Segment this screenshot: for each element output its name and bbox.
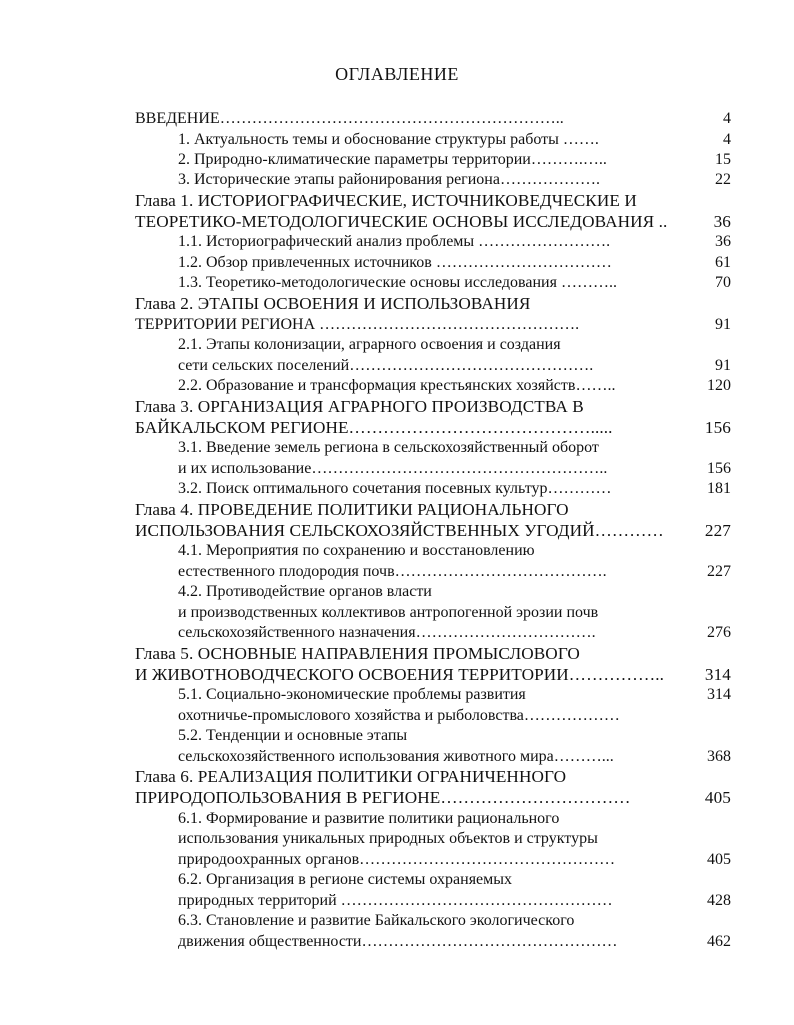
toc-line: ИСПОЛЬЗОВАНИЯ СЕЛЬСКОХОЗЯЙСТВЕННЫХ УГОДИЙ………… 227 <box>135 521 731 540</box>
toc-line: 4.2. Противодействие органов власти <box>178 583 432 600</box>
page-number: 314 <box>704 665 731 684</box>
page-number: 36 <box>715 233 731 250</box>
page-number: 156 <box>707 460 731 477</box>
toc-line: движения общественности………………………………………… 462 <box>178 933 731 950</box>
page-number: 314 <box>707 686 731 703</box>
page-number: 227 <box>704 521 731 540</box>
toc-line: Глава 2. ЭТАПЫ ОСВОЕНИЯ И ИСПОЛЬЗОВАНИЯ <box>135 294 531 313</box>
toc-line: 4.1. Мероприятия по сохранению и восстановлению <box>178 542 535 559</box>
toc-line: сети сельских поселений………………………………………. 91 <box>178 357 731 374</box>
toc-line: 3.1. Введение земель региона в сельскохозяйственный оборот <box>178 439 599 456</box>
toc-line: 2.1. Этапы колонизации, аграрного освоения и создания <box>178 336 561 353</box>
page-number: 4 <box>723 131 731 148</box>
page-number: 91 <box>715 357 731 374</box>
page-number: 91 <box>715 316 731 333</box>
page-number: 70 <box>715 274 731 291</box>
toc-line: 1.2. Обзор привлеченных источников …………………………… 61 <box>178 254 731 271</box>
toc-line: 6.3. Становление и развитие Байкальского экологического <box>178 912 575 929</box>
page-number: 181 <box>707 480 731 497</box>
toc-line: 3. Исторические этапы районирования региона………………. 22 <box>178 171 731 188</box>
page-number: 405 <box>707 851 731 868</box>
toc-line: естественного плодородия почв…………………………………. 227 <box>178 563 731 580</box>
page-number: 61 <box>715 254 731 271</box>
toc-line: 3.2. Поиск оптимального сочетания посевных культур………… 181 <box>178 480 731 497</box>
page-number: 405 <box>704 788 731 807</box>
toc-line: Глава 6. РЕАЛИЗАЦИЯ ПОЛИТИКИ ОГРАНИЧЕННОГО <box>135 767 567 786</box>
toc-line: 5.1. Социально-экономические проблемы развития 314 <box>178 686 731 703</box>
page-number: 120 <box>707 377 731 394</box>
toc-line: 5.2. Тенденции и основные этапы <box>178 727 408 744</box>
toc-line: сельскохозяйственного использования животного мира………... 368 <box>178 748 731 765</box>
page-number: 368 <box>707 748 731 765</box>
toc-line: ПРИРОДОПОЛЬЗОВАНИЯ В РЕГИОНЕ…………………………… 405 <box>135 788 731 807</box>
toc-line: и производственных коллективов антропогенной эрозии почв <box>178 604 599 621</box>
toc-line: БАЙКАЛЬСКОМ РЕГИОНЕ……………………………………..... 156 <box>135 418 731 437</box>
page-number: 36 <box>713 212 731 231</box>
toc-line: охотничье-промыслового хозяйства и рыболовства……………… <box>178 707 620 724</box>
page-number: 4 <box>723 110 731 127</box>
toc-line: 6.2. Организация в регионе системы охраняемых <box>178 871 513 888</box>
page-number: 462 <box>707 933 731 950</box>
toc-line: 6.1. Формирование и развитие политики рационального <box>178 810 560 827</box>
page-number: 428 <box>707 892 731 909</box>
page-number: 227 <box>707 563 731 580</box>
page-number: 276 <box>707 624 731 641</box>
toc-line: 2.2. Образование и трансформация крестьянских хозяйств…….. 120 <box>178 377 731 394</box>
toc-line: Глава 4. ПРОВЕДЕНИЕ ПОЛИТИКИ РАЦИОНАЛЬНОГО <box>135 500 569 519</box>
toc-line: Глава 5. ОСНОВНЫЕ НАПРАВЛЕНИЯ ПРОМЫСЛОВОГО <box>135 644 580 663</box>
toc-line: сельскохозяйственного назначения……………………………. 276 <box>178 624 731 641</box>
toc-line: 1. Актуальность темы и обоснование структуры работы ……. 4 <box>178 131 731 148</box>
toc-line: Глава 3. ОРГАНИЗАЦИЯ АГРАРНОГО ПРОИЗВОДСТВА В <box>135 397 584 416</box>
toc-line: 2. Природно-климатические параметры территории……….….. 15 <box>178 151 731 168</box>
toc-line: ТЕОРЕТИКО-МЕТОДОЛОГИЧЕСКИЕ ОСНОВЫ ИССЛЕДОВАНИЯ .. 36 <box>135 212 731 231</box>
toc-line: и их использование……………………………………………….. 156 <box>178 460 731 477</box>
toc-line: 1.1. Историографический анализ проблемы ……………………. 36 <box>178 233 731 250</box>
toc-line: использования уникальных природных объектов и структуры <box>178 830 598 847</box>
toc-line: Глава 1. ИСТОРИОГРАФИЧЕСКИЕ, ИСТОЧНИКОВЕДЧЕСКИЕ И <box>135 191 637 210</box>
page-number: 22 <box>715 171 731 188</box>
page-number: 156 <box>704 418 731 437</box>
toc-line: ТЕРРИТОРИИ РЕГИОНА …………………………………………. 91 <box>135 316 731 333</box>
page-number: 15 <box>715 151 731 168</box>
toc-title: ОГЛАВЛЕНИЕ <box>335 64 459 84</box>
toc-line: 1.3. Теоретико-методологические основы исследования ……….. 70 <box>178 274 731 291</box>
toc-line: И ЖИВОТНОВОДЧЕСКОГО ОСВОЕНИЯ ТЕРРИТОРИИ…………….. 314 <box>135 665 731 684</box>
toc-line: природоохранных органов………………………………………… 405 <box>178 851 731 868</box>
toc-line: ВВЕДЕНИЕ……………………………………………………….. 4 <box>135 110 731 127</box>
toc-line: природных территорий …………………………………………… 428 <box>178 892 731 909</box>
